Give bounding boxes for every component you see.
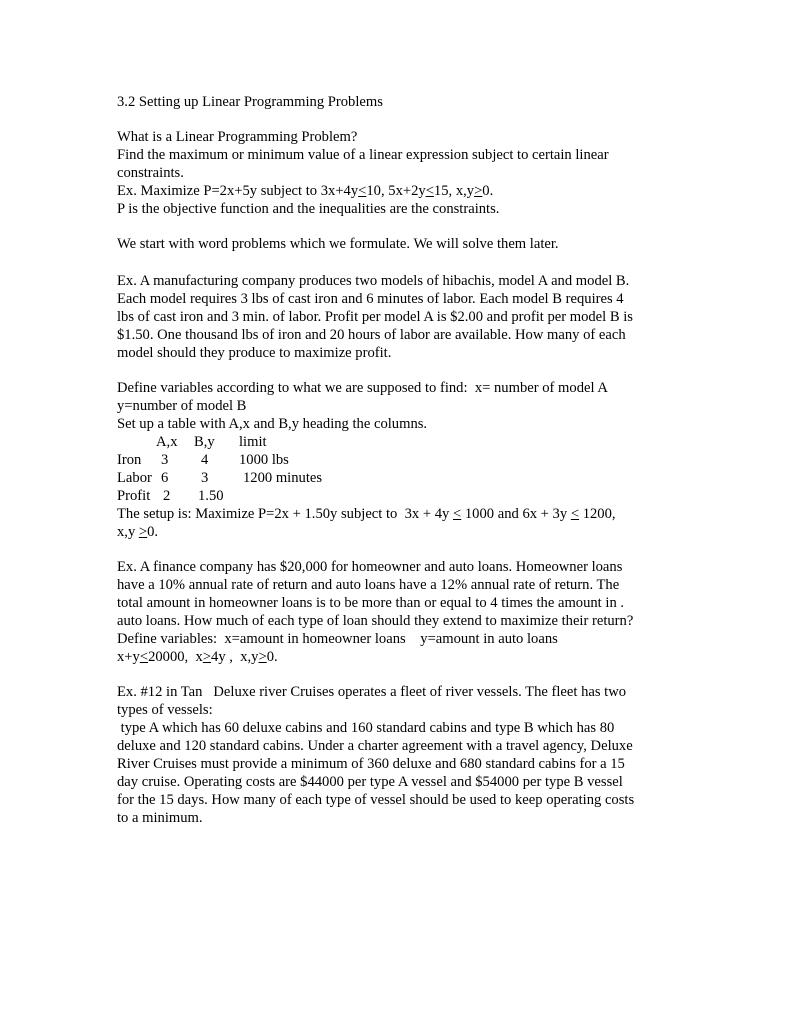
constraint-part: x+y — [117, 649, 140, 665]
setup-part: 0. — [147, 524, 159, 540]
example1-line: lbs of cast iron and 3 min. of labor. Profit per model A is $2.00 and profit per model B is — [117, 309, 633, 325]
example3-line: for the 15 days. How many of each type of vessel should be used to keep operating costs — [117, 792, 635, 808]
table-cell: 6 — [161, 470, 169, 486]
le-symbol: < — [425, 183, 434, 199]
ge-symbol: > — [258, 649, 267, 665]
example1-define-2: y=number of model B — [117, 398, 247, 414]
table-row-label: Iron — [117, 452, 142, 468]
intro-example-part: 15, x,y — [433, 183, 475, 199]
table-cell: 2 — [163, 488, 171, 504]
example1-table-intro: Set up a table with A,x and B,y heading the columns. — [117, 416, 428, 432]
ge-symbol: > — [202, 649, 212, 665]
intro-example-part: 10, 5x+2y — [366, 183, 426, 199]
constraint-part: 4y , x,y — [211, 649, 259, 665]
setup-part: 1200, — [579, 506, 616, 522]
table-cell: 4 — [201, 452, 209, 468]
example3-line: to a minimum. — [117, 810, 203, 826]
table-row-label: Profit — [117, 488, 151, 504]
example1-line: Each model requires 3 lbs of cast iron and 6 minutes of labor. Each model B requires 4 — [117, 291, 624, 307]
intro-example-part: Ex. Maximize P=2x+5y subject to 3x+4y — [117, 183, 359, 199]
table-cell: 1.50 — [198, 488, 224, 504]
example1-setup — [117, 505, 616, 523]
example3-line: type A which has 60 deluxe cabins and 160 standard cabins and type B which has 80 — [117, 720, 615, 736]
table-header: limit — [239, 434, 267, 450]
table-header: B,y — [194, 434, 215, 450]
intro-question: What is a Linear Programming Problem? — [117, 129, 358, 145]
setup-part: The setup is: Maximize P=2x + 1.50y subject to 3x + 4y — [117, 506, 453, 522]
ge-symbol: > — [138, 524, 148, 540]
ge-symbol: > — [474, 183, 483, 199]
setup-part: 1000 and 6x + 3y — [461, 506, 571, 522]
example2-line: Define variables: x=amount in homeowner loans y=amount in auto loans — [117, 631, 558, 647]
example2-constraints — [117, 648, 278, 666]
example2-line: Ex. A finance company has $20,000 for homeowner and auto loans. Homeowner loans — [117, 559, 623, 575]
le-symbol: < — [139, 649, 149, 665]
example3-line: deluxe and 120 standard cabins. Under a charter agreement with a travel agency, Deluxe — [117, 738, 633, 754]
example3-line: day cruise. Operating costs are $44000 per type A vessel and $54000 per type B vessel — [117, 774, 623, 790]
example1-setup-continued — [117, 523, 158, 541]
constraint-part: 20000, x — [148, 649, 203, 665]
example3-line: River Cruises must provide a minimum of 360 deluxe and 680 standard cabins for a 15 — [117, 756, 625, 772]
intro-example-part: 0. — [482, 183, 494, 199]
intro-example — [117, 182, 493, 200]
example3-line: types of vessels: — [117, 702, 213, 718]
word-problems-intro: We start with word problems which we formulate. We will solve them later. — [117, 236, 559, 252]
le-symbol: < — [453, 506, 462, 522]
le-symbol: < — [570, 506, 580, 522]
table-cell: 1200 minutes — [243, 470, 323, 486]
constraint-part: 0. — [266, 649, 278, 665]
table-cell: 1000 lbs — [239, 452, 289, 468]
example2-line: total amount in homeowner loans is to be more than or equal to 4 times the amount in . — [117, 595, 625, 611]
table-header: A,x — [156, 434, 178, 450]
example1-line: Ex. A manufacturing company produces two models of hibachis, model A and model B. — [117, 273, 630, 289]
le-symbol: < — [358, 183, 367, 199]
example1-define-1: Define variables according to what we are supposed to find: x= number of model A — [117, 380, 608, 396]
intro-definition-line-2: constraints. — [117, 165, 184, 181]
table-cell: 3 — [161, 452, 169, 468]
page-title: 3.2 Setting up Linear Programming Problems — [117, 94, 383, 110]
example1-line: model should they produce to maximize profit. — [117, 345, 392, 361]
setup-part: x,y — [117, 524, 139, 540]
example2-line: auto loans. How much of each type of loan should they extend to maximize their return? — [117, 613, 634, 629]
intro-definition-line-1: Find the maximum or minimum value of a linear expression subject to certain linear — [117, 147, 609, 163]
table-cell: 3 — [201, 470, 209, 486]
intro-note: P is the objective function and the inequalities are the constraints. — [117, 201, 500, 217]
table-row-label: Labor — [117, 470, 152, 486]
example1-line: $1.50. One thousand lbs of iron and 20 hours of labor are available. How many of each — [117, 327, 626, 343]
example2-line: have a 10% annual rate of return and auto loans have a 12% annual rate of return. The — [117, 577, 620, 593]
example3-line: Ex. #12 in Tan Deluxe river Cruises operates a fleet of river vessels. The fleet has two — [117, 684, 627, 700]
